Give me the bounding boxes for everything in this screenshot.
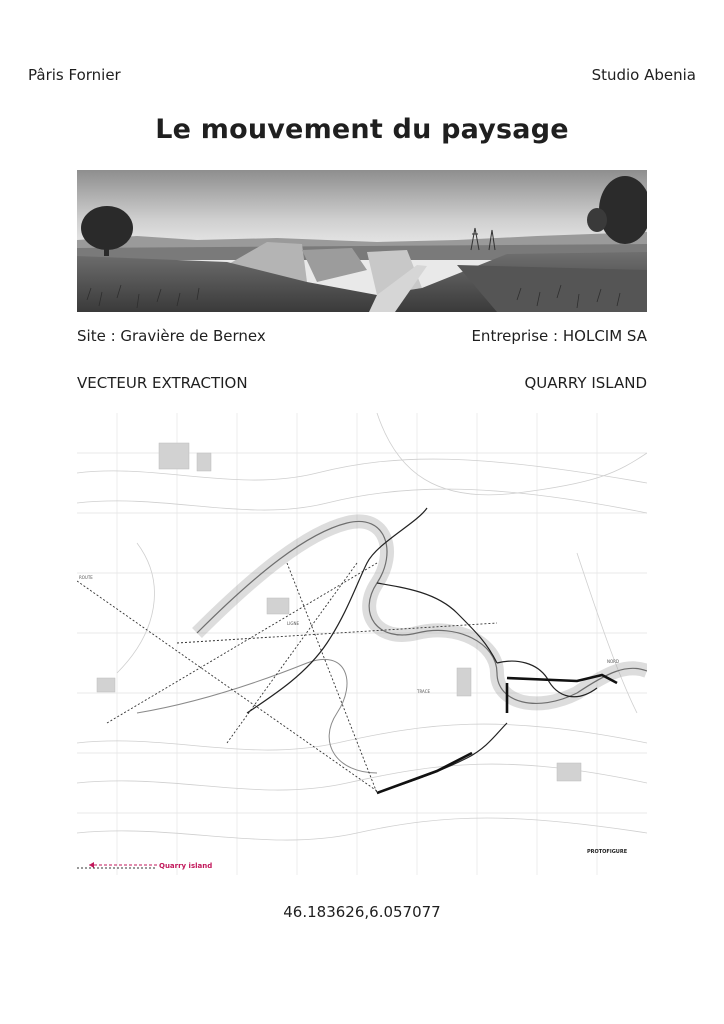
svg-text:ROUTE: ROUTE	[79, 575, 93, 580]
map-legend-label: Quarry island	[159, 862, 213, 870]
page-title: Le mouvement du paysage	[155, 114, 569, 145]
gps-coordinates: 46.183626,6.057077	[283, 903, 441, 921]
svg-text:LIGNE: LIGNE	[287, 621, 300, 626]
site-label: Site : Gravière de Bernex	[77, 327, 266, 345]
quarry-island-label: QUARRY ISLAND	[524, 374, 647, 392]
studio-name: Studio Abenia	[591, 66, 696, 84]
map-watermark: PROTOFIGURE	[587, 849, 628, 855]
entreprise-label: Entreprise : HOLCIM SA	[471, 327, 647, 345]
svg-text:NORD: NORD	[607, 659, 619, 664]
vecteur-label: VECTEUR EXTRACTION	[77, 374, 248, 392]
site-map	[77, 413, 647, 875]
panorama-photo	[77, 170, 647, 312]
svg-text:TRACE: TRACE	[417, 689, 431, 694]
author-name: Pâris Fornier	[28, 66, 121, 84]
